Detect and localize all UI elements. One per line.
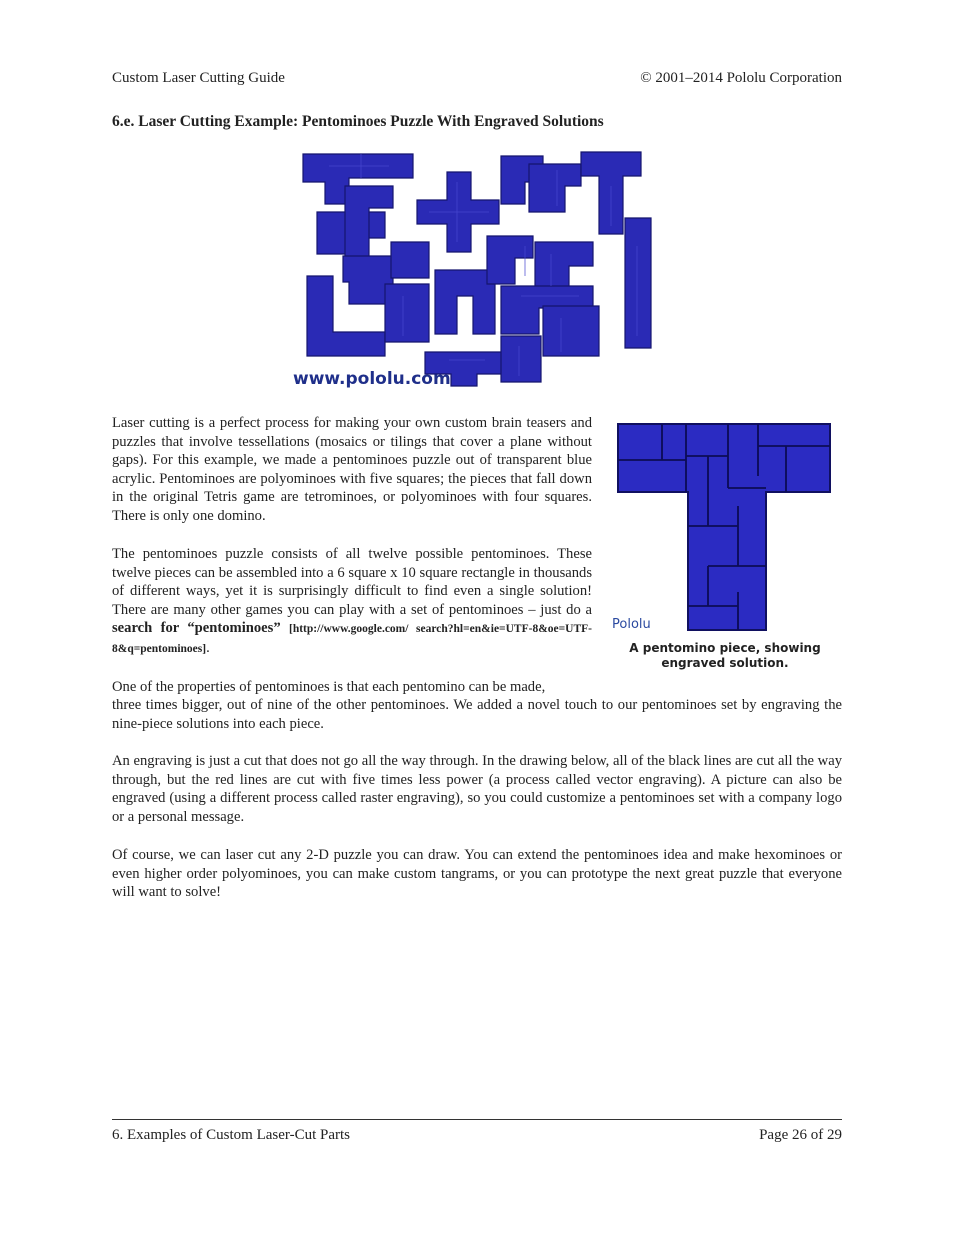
search-link[interactable]: search for “pentominoes” <box>112 620 281 637</box>
footer-divider <box>112 1119 842 1120</box>
paragraph-conclusion: Of course, we can laser cut any 2-D puzzle you can draw. You can extend the pentominoes idea and make hexominoes or even higher order polyominoes, you can make custom tangrams, or you can prototype the next great puzzle that everyone will want to solve! <box>112 847 842 901</box>
search-url[interactable]: [http://www.google.com/ search?hl=en&ie=UTF-8&oe=UTF-8&q=pentominoes] <box>112 623 593 655</box>
paragraph-intro: Laser cutting is a perfect process for making your own custom brain teasers and puzzles that involve tessellations (mosaics or tilings that cover a plane without gaps). For this example, we made a pentominoes puzzle out of transparent blue acrylic. Pentominoes are polyominoes with five squares; the pieces that fall down in the original Tetris game are tetrominoes, or polyominoes with four squares. There is only one domino. <box>112 415 592 524</box>
section-title: 6.e. Laser Cutting Example: Pentominoes Puzzle With Engraved Solutions <box>112 113 604 130</box>
paragraph-properties-line1: One of the properties of pentominoes is that each pentomino can be made, <box>112 679 546 695</box>
side-photo-watermark: Pololu <box>612 617 651 632</box>
paragraph-properties: three times bigger, out of nine of the other pentominoes. We added a novel touch to our pentominoes set by engraving the nine-piece solutions into each piece. <box>112 697 842 732</box>
figure-caption: A pentomino piece, showing engraved solution. <box>629 641 821 670</box>
pentominoes-set-photo <box>289 146 659 389</box>
paragraph-puzzle-end: . <box>206 639 210 656</box>
running-header-title: Custom Laser Cutting Guide <box>112 70 285 86</box>
footer-chapter: 6. Examples of Custom Laser-Cut Parts <box>112 1127 351 1143</box>
paragraph-puzzle <box>112 545 592 659</box>
t-pentomino-photo <box>608 416 840 636</box>
page-number: Page 26 of 29 <box>759 1127 842 1143</box>
top-photo-watermark: www.pololu.com <box>293 369 451 389</box>
paragraph-engraving: An engraving is just a cut that does not go all the way through. In the drawing below, all of the black lines are cut all the way through, but the red lines are cut with five times less power (a process called vector engraving). A picture can also be engraved (using a different process called raster engraving), so you could customize a pentominoes set with a company logo or a personal message. <box>112 753 842 825</box>
paragraph-puzzle-text: The pentominoes puzzle consists of all twelve possible pentominoes. These twelve pieces can be assembled into a 6 square x 10 square rectangle in thousands of different ways, yet it is surprisingly difficult to find even a single solution! There are many other games you can play with a set of pentominoes – just do a <box>112 546 592 618</box>
running-header-copyright: © 2001–2014 Pololu Corporation <box>640 70 842 86</box>
